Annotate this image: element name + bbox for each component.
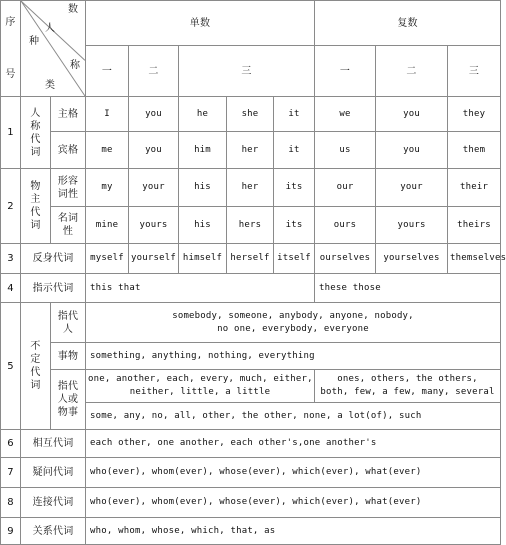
- table-cell: their: [448, 169, 501, 207]
- category-reciprocal: 相互代词: [21, 430, 86, 458]
- person-header-second-sg: 二: [129, 46, 179, 97]
- category-interrogative: 疑问代词: [21, 458, 86, 488]
- table-cell: him: [179, 132, 227, 169]
- table-cell: we: [315, 97, 376, 132]
- indefinite-thing-text: something, anything, nothing, everything: [86, 343, 501, 370]
- category-possessive: 物 主 代 词: [21, 169, 51, 244]
- table-cell: them: [448, 132, 501, 169]
- table-cell: us: [315, 132, 376, 169]
- table-row: [1, 430, 501, 458]
- indefinite-label-person: 指代 人: [51, 303, 86, 343]
- row-number: 8: [1, 488, 21, 518]
- table-cell: your: [129, 169, 179, 207]
- table-cell: her: [227, 169, 274, 207]
- table-row: [1, 169, 501, 207]
- table-cell: you: [129, 97, 179, 132]
- table-row: [1, 274, 501, 303]
- table-cell: theirs: [448, 207, 501, 244]
- person-header-first-sg: 一: [86, 46, 129, 97]
- diag-label-kind: 种: [29, 36, 40, 47]
- row-number: 4: [1, 274, 21, 303]
- table-cell: it: [274, 132, 315, 169]
- relative-text: who, whom, whose, which, that, as: [86, 518, 501, 545]
- table-cell: me: [86, 132, 129, 169]
- category-reflexive: 反身代词: [21, 244, 86, 274]
- row-number: 6: [1, 430, 21, 458]
- table-cell: ours: [315, 207, 376, 244]
- singular-header: 单数: [86, 1, 315, 46]
- diag-label-type: 类: [45, 80, 56, 91]
- diag-label-person: 人: [45, 23, 56, 34]
- table-cell: hers: [227, 207, 274, 244]
- table-row: [1, 244, 501, 274]
- row-number: 2: [1, 169, 21, 244]
- table-cell: her: [227, 132, 274, 169]
- table-cell: you: [376, 97, 448, 132]
- case-label-subjective: 主格: [51, 97, 86, 132]
- plural-header: 复数: [315, 1, 501, 46]
- row-number: 9: [1, 518, 21, 545]
- row-number: 5: [1, 303, 21, 430]
- table-cell: yourselves: [376, 244, 448, 274]
- diag-label-number: 数: [68, 4, 79, 15]
- demonstrative-singular: this that: [86, 274, 315, 303]
- table-row: [1, 303, 501, 343]
- table-cell: themselves: [448, 244, 501, 274]
- table-cell: yours: [376, 207, 448, 244]
- indefinite-both-singular: one, another, each, every, much, either, neither, little, a little: [86, 370, 315, 403]
- table-cell: its: [274, 207, 315, 244]
- table-cell: its: [274, 169, 315, 207]
- table-row: [1, 132, 501, 169]
- table-row: [1, 370, 501, 403]
- table-cell: you: [376, 132, 448, 169]
- table-cell: it: [274, 97, 315, 132]
- form-label-noun: 名词 性: [51, 207, 86, 244]
- demonstrative-plural: these those: [315, 274, 501, 303]
- category-connective: 连接代词: [21, 488, 86, 518]
- person-header-third-sg: 三: [179, 46, 315, 97]
- table-cell: he: [179, 97, 227, 132]
- table-row: [1, 207, 501, 244]
- indefinite-common-text: some, any, no, all, other, the other, none, a lot(of), such: [86, 403, 501, 430]
- table-cell: itself: [274, 244, 315, 274]
- table-cell: yours: [129, 207, 179, 244]
- person-header-third-pl: 三: [448, 46, 501, 97]
- table-cell: his: [179, 207, 227, 244]
- indefinite-label-both: 指代 人或 物事: [51, 370, 86, 430]
- table-row: [1, 97, 501, 132]
- person-header-first-pl: 一: [315, 46, 376, 97]
- table-row: [1, 488, 501, 518]
- category-demonstrative: 指示代词: [21, 274, 86, 303]
- table-cell: you: [129, 132, 179, 169]
- table-cell: himself: [179, 244, 227, 274]
- table-cell: our: [315, 169, 376, 207]
- case-label-objective: 宾格: [51, 132, 86, 169]
- table-cell: herself: [227, 244, 274, 274]
- row-number: 3: [1, 244, 21, 274]
- diag-label-name: 称: [70, 60, 81, 71]
- diagonal-header: [21, 1, 86, 97]
- table-cell: myself: [86, 244, 129, 274]
- table-cell: your: [376, 169, 448, 207]
- table-row: [1, 518, 501, 545]
- table-cell: ourselves: [315, 244, 376, 274]
- table-cell: she: [227, 97, 274, 132]
- seq-header: 序 号: [1, 1, 21, 97]
- table-cell: his: [179, 169, 227, 207]
- indefinite-person-text: somebody, someone, anybody, anyone, nobody, no one, everybody, everyone: [86, 303, 501, 343]
- connective-text: who(ever), whom(ever), whose(ever), which(ever), what(ever): [86, 488, 501, 518]
- row-number: 7: [1, 458, 21, 488]
- category-personal: 人 称 代 词: [21, 97, 51, 169]
- table-row: [1, 458, 501, 488]
- table-cell: mine: [86, 207, 129, 244]
- table-row: [1, 343, 501, 370]
- row-number: 1: [1, 97, 21, 169]
- person-header-second-pl: 二: [376, 46, 448, 97]
- indefinite-both-plural: ones, others, the others, both, few, a few, many, several: [315, 370, 501, 403]
- indefinite-label-thing: 事物: [51, 343, 86, 370]
- category-indefinite: 不 定 代 词: [21, 303, 51, 430]
- table-cell: they: [448, 97, 501, 132]
- interrogative-text: who(ever), whom(ever), whose(ever), which(ever), what(ever): [86, 458, 501, 488]
- table-cell: yourself: [129, 244, 179, 274]
- reciprocal-text: each other, one another, each other's,one another's: [86, 430, 501, 458]
- form-label-adjective: 形容 词性: [51, 169, 86, 207]
- category-relative: 关系代词: [21, 518, 86, 545]
- table-cell: my: [86, 169, 129, 207]
- table-cell: I: [86, 97, 129, 132]
